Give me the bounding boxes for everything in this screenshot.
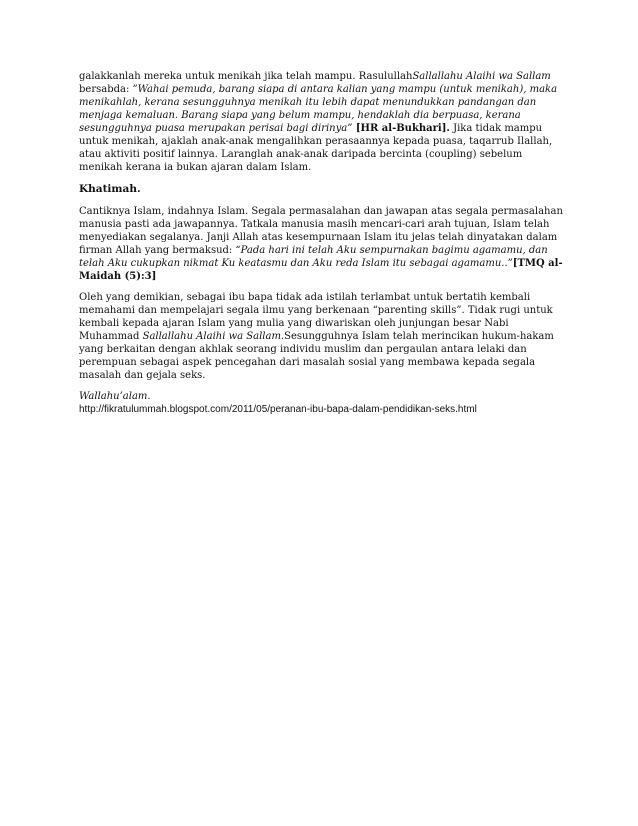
- paragraph-conclusion: [79, 291, 565, 382]
- paragraph-hadith: [79, 70, 565, 174]
- paragraph-hadith-text-c: bersabda: ”: [79, 84, 138, 95]
- quran-quote: “Pada hari ini telah Aku sempurnakan bagimu agamamu, dan telah Aku cukupkan nikmat Ku keatasmu dan Aku reda Islam itu sebagai agamamu..”: [79, 245, 548, 269]
- paragraph-conclusion-honorific: Sallallahu Alaihi wa Sallam.: [142, 331, 285, 342]
- document-body: [79, 70, 565, 416]
- hadith-reference: [HR al-Bukhari].: [352, 123, 450, 134]
- paragraph-hadith-text-a: galakkanlah mereka untuk menikah jika telah mampu. Rasulullah: [79, 71, 413, 82]
- paragraph-conclusion-text-a: Oleh yang demikian, sebagai ibu bapa tidak ada istilah terlambat untuk bertatih kembali memahami dan mempelajari segala ilmu yang berkenaan “parenting skills”. Tidak rugi untuk kembali kepada ajaran Islam yang mulia yang diwariskan oleh junjungan besar Nabi Muhammad: [79, 292, 553, 342]
- hadith-quote: Wahai pemuda, barang siapa di antara kalian yang mampu (untuk menikah), maka menikahlah, kerana sesungguhnya menikah itu lebih dapat menundukkan pandangan dan menjaga kemaluan. Barang siapa yang belum mampu, hendaklah dia berpuasa, kerana sesungguhnya puasa merupakan perisai bagi dirinya”: [79, 84, 558, 134]
- paragraph-khatimah: [79, 205, 565, 283]
- paragraph-khatimah-text-a: Cantiknya Islam, indahnya Islam. Segala permasalahan dan jawapan atas segala permasalahan manusia pasti ada jawapannya. Tatkala manusia masih mencari-cari arah tujuan, Islam telah menyediakan segalanya. Janji Allah atas kesempurnaan Islam itu jelas telah dinyatakan dalam firman Allah yang bermaksud:: [79, 206, 563, 256]
- paragraph-hadith-text-f: Jika tidak mampu untuk menikah, ajaklah anak-anak mengalihkan perasaannya kepada puasa, taqarrub Ilallah, atau aktiviti positif lainnya. Laranglah anak-anak daripada bercinta (coupling) sebelum menikah kerana ia bukan ajaran dalam Islam.: [79, 123, 553, 173]
- quran-reference: [TMQ al-Maidah (5):3]: [79, 258, 563, 282]
- paragraph-conclusion-text-c: Sesungguhnya Islam telah merincikan hukum-hakam yang berkaitan dengan akhlak seorang individu muslim dan pergaulan antara lelaki dan perempuan sebagai aspek pencegahan dari masalah sosial yang membawa kepada segala masalah dan gejala seks.: [79, 331, 554, 381]
- closing-line: Wallahu’alam.: [79, 391, 151, 402]
- source-url[interactable]: http://fikratulummah.blogspot.com/2011/05/peranan-ibu-bapa-dalam-pendidikan-seks.html: [79, 404, 477, 415]
- section-heading: Khatimah.: [79, 183, 141, 195]
- paragraph-hadith-honorific: Sallallahu Alaihi wa Sallam: [412, 71, 551, 82]
